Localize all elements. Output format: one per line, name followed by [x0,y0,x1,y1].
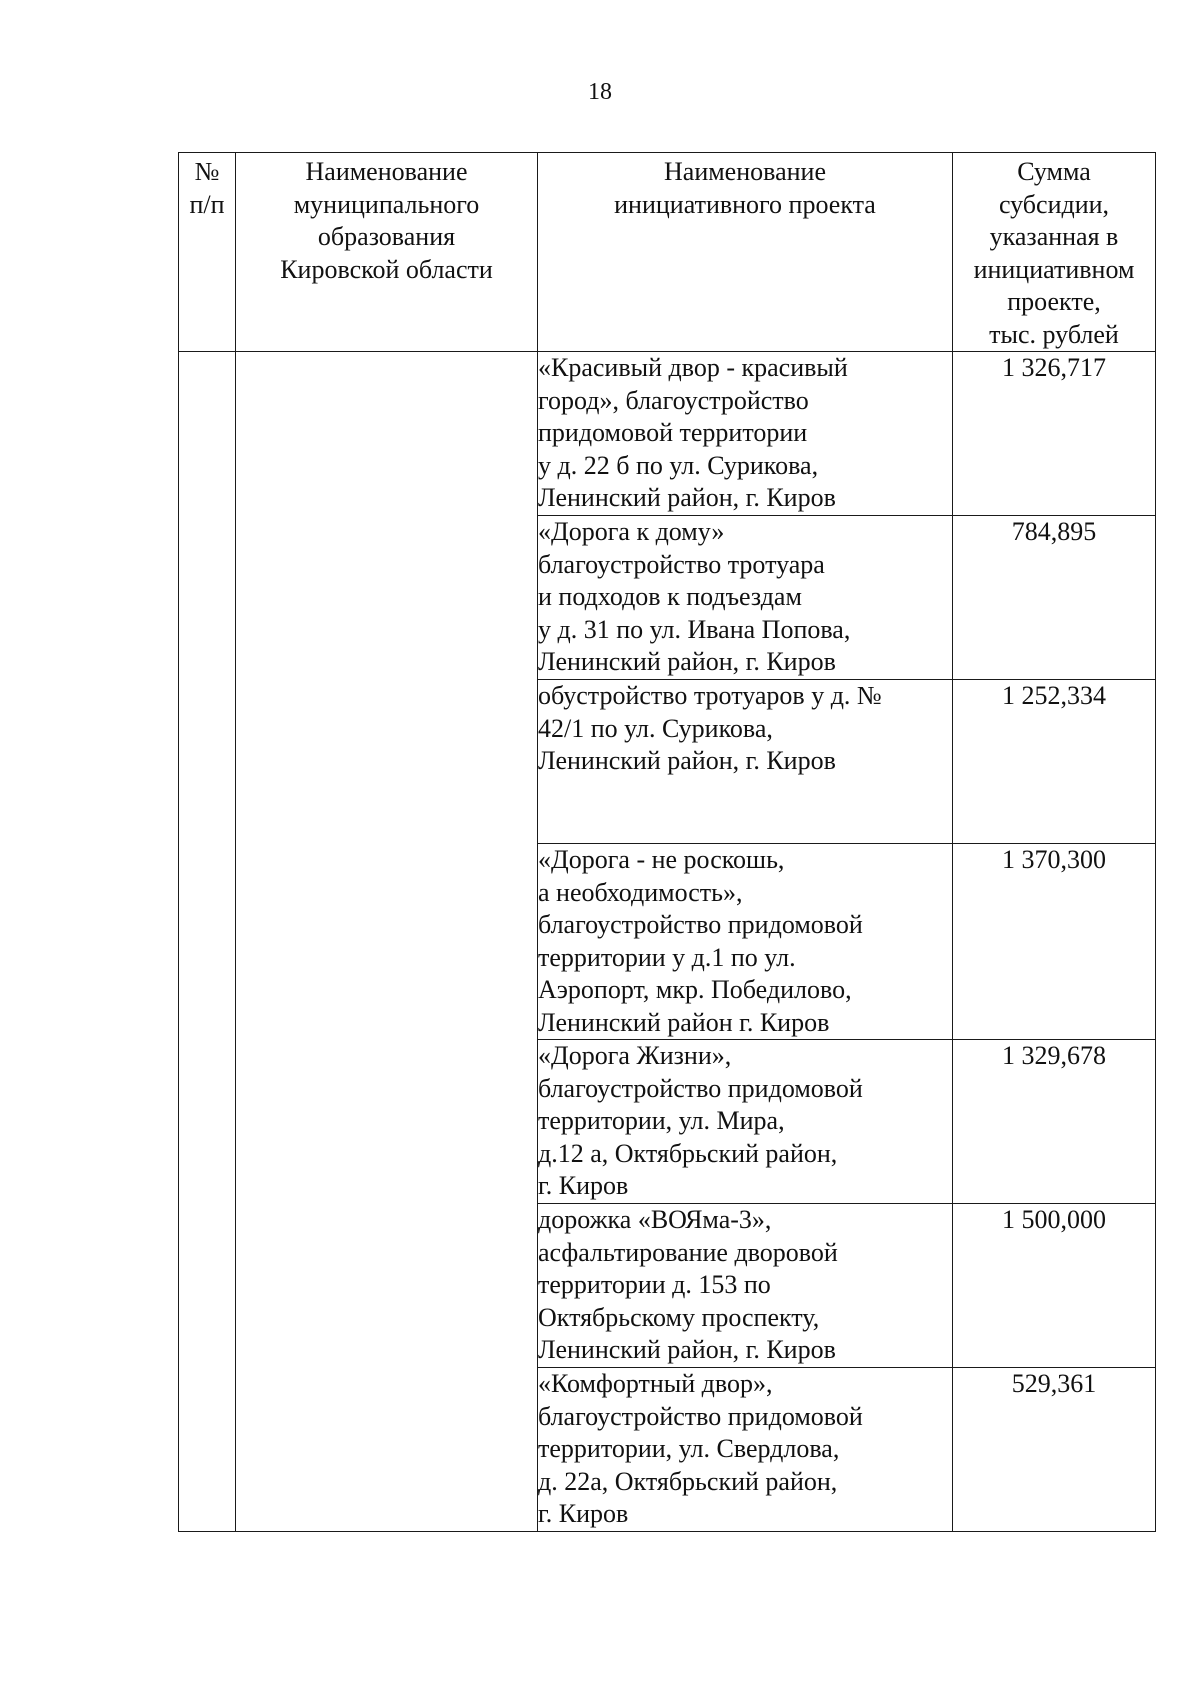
page-number: 18 [588,79,612,105]
header-municipality: Наименование муниципального образования Кировской области [236,153,538,352]
project-cell: «Дорога Жизни», благоустройство придомовой территории, ул. Мира, д.12 а, Октябрьский район, г. Киров [538,1040,953,1204]
sum-cell: 1 370,300 [953,844,1156,1040]
table-header-row [179,153,1156,352]
sum-cell: 784,895 [953,516,1156,680]
sum-cell: 1 252,334 [953,680,1156,844]
project-cell: «Комфортный двор», благоустройство придомовой территории, ул. Свердлова, д. 22а, Октябрьский район, г. Киров [538,1368,953,1532]
header-project: Наименование инициативного проекта [538,153,953,352]
project-cell: дорожка «ВОЯма-3», асфальтирование дворовой территории д. 153 по Октябрьскому проспекту, Ленинский район, г. Киров [538,1204,953,1368]
number-cell [179,352,236,1532]
sum-cell: 1 329,678 [953,1040,1156,1204]
sum-cell: 1 326,717 [953,352,1156,516]
sum-cell: 1 500,000 [953,1204,1156,1368]
table-row [179,352,1156,516]
project-cell: «Дорога - не роскошь, а необходимость», благоустройство придомовой территории у д.1 по ул. Аэропорт, мкр. Победилово, Ленинский район г. Киров [538,844,953,1040]
project-cell: «Красивый двор - красивый город», благоустройство придомовой территории у д. 22 б по ул. Сурикова, Ленинский район, г. Киров [538,352,953,516]
header-sum: Сумма субсидии, указанная в инициативном проекте, тыс. рублей [953,153,1156,352]
subsidy-table [178,152,1156,1532]
project-cell: обустройство тротуаров у д. № 42/1 по ул. Сурикова, Ленинский район, г. Киров [538,680,953,844]
sum-cell: 529,361 [953,1368,1156,1532]
municipality-cell [236,352,538,1532]
project-cell: «Дорога к дому» благоустройство тротуара и подходов к подъездам у д. 31 по ул. Ивана Попова, Ленинский район, г. Киров [538,516,953,680]
header-number: № п/п [179,153,236,352]
